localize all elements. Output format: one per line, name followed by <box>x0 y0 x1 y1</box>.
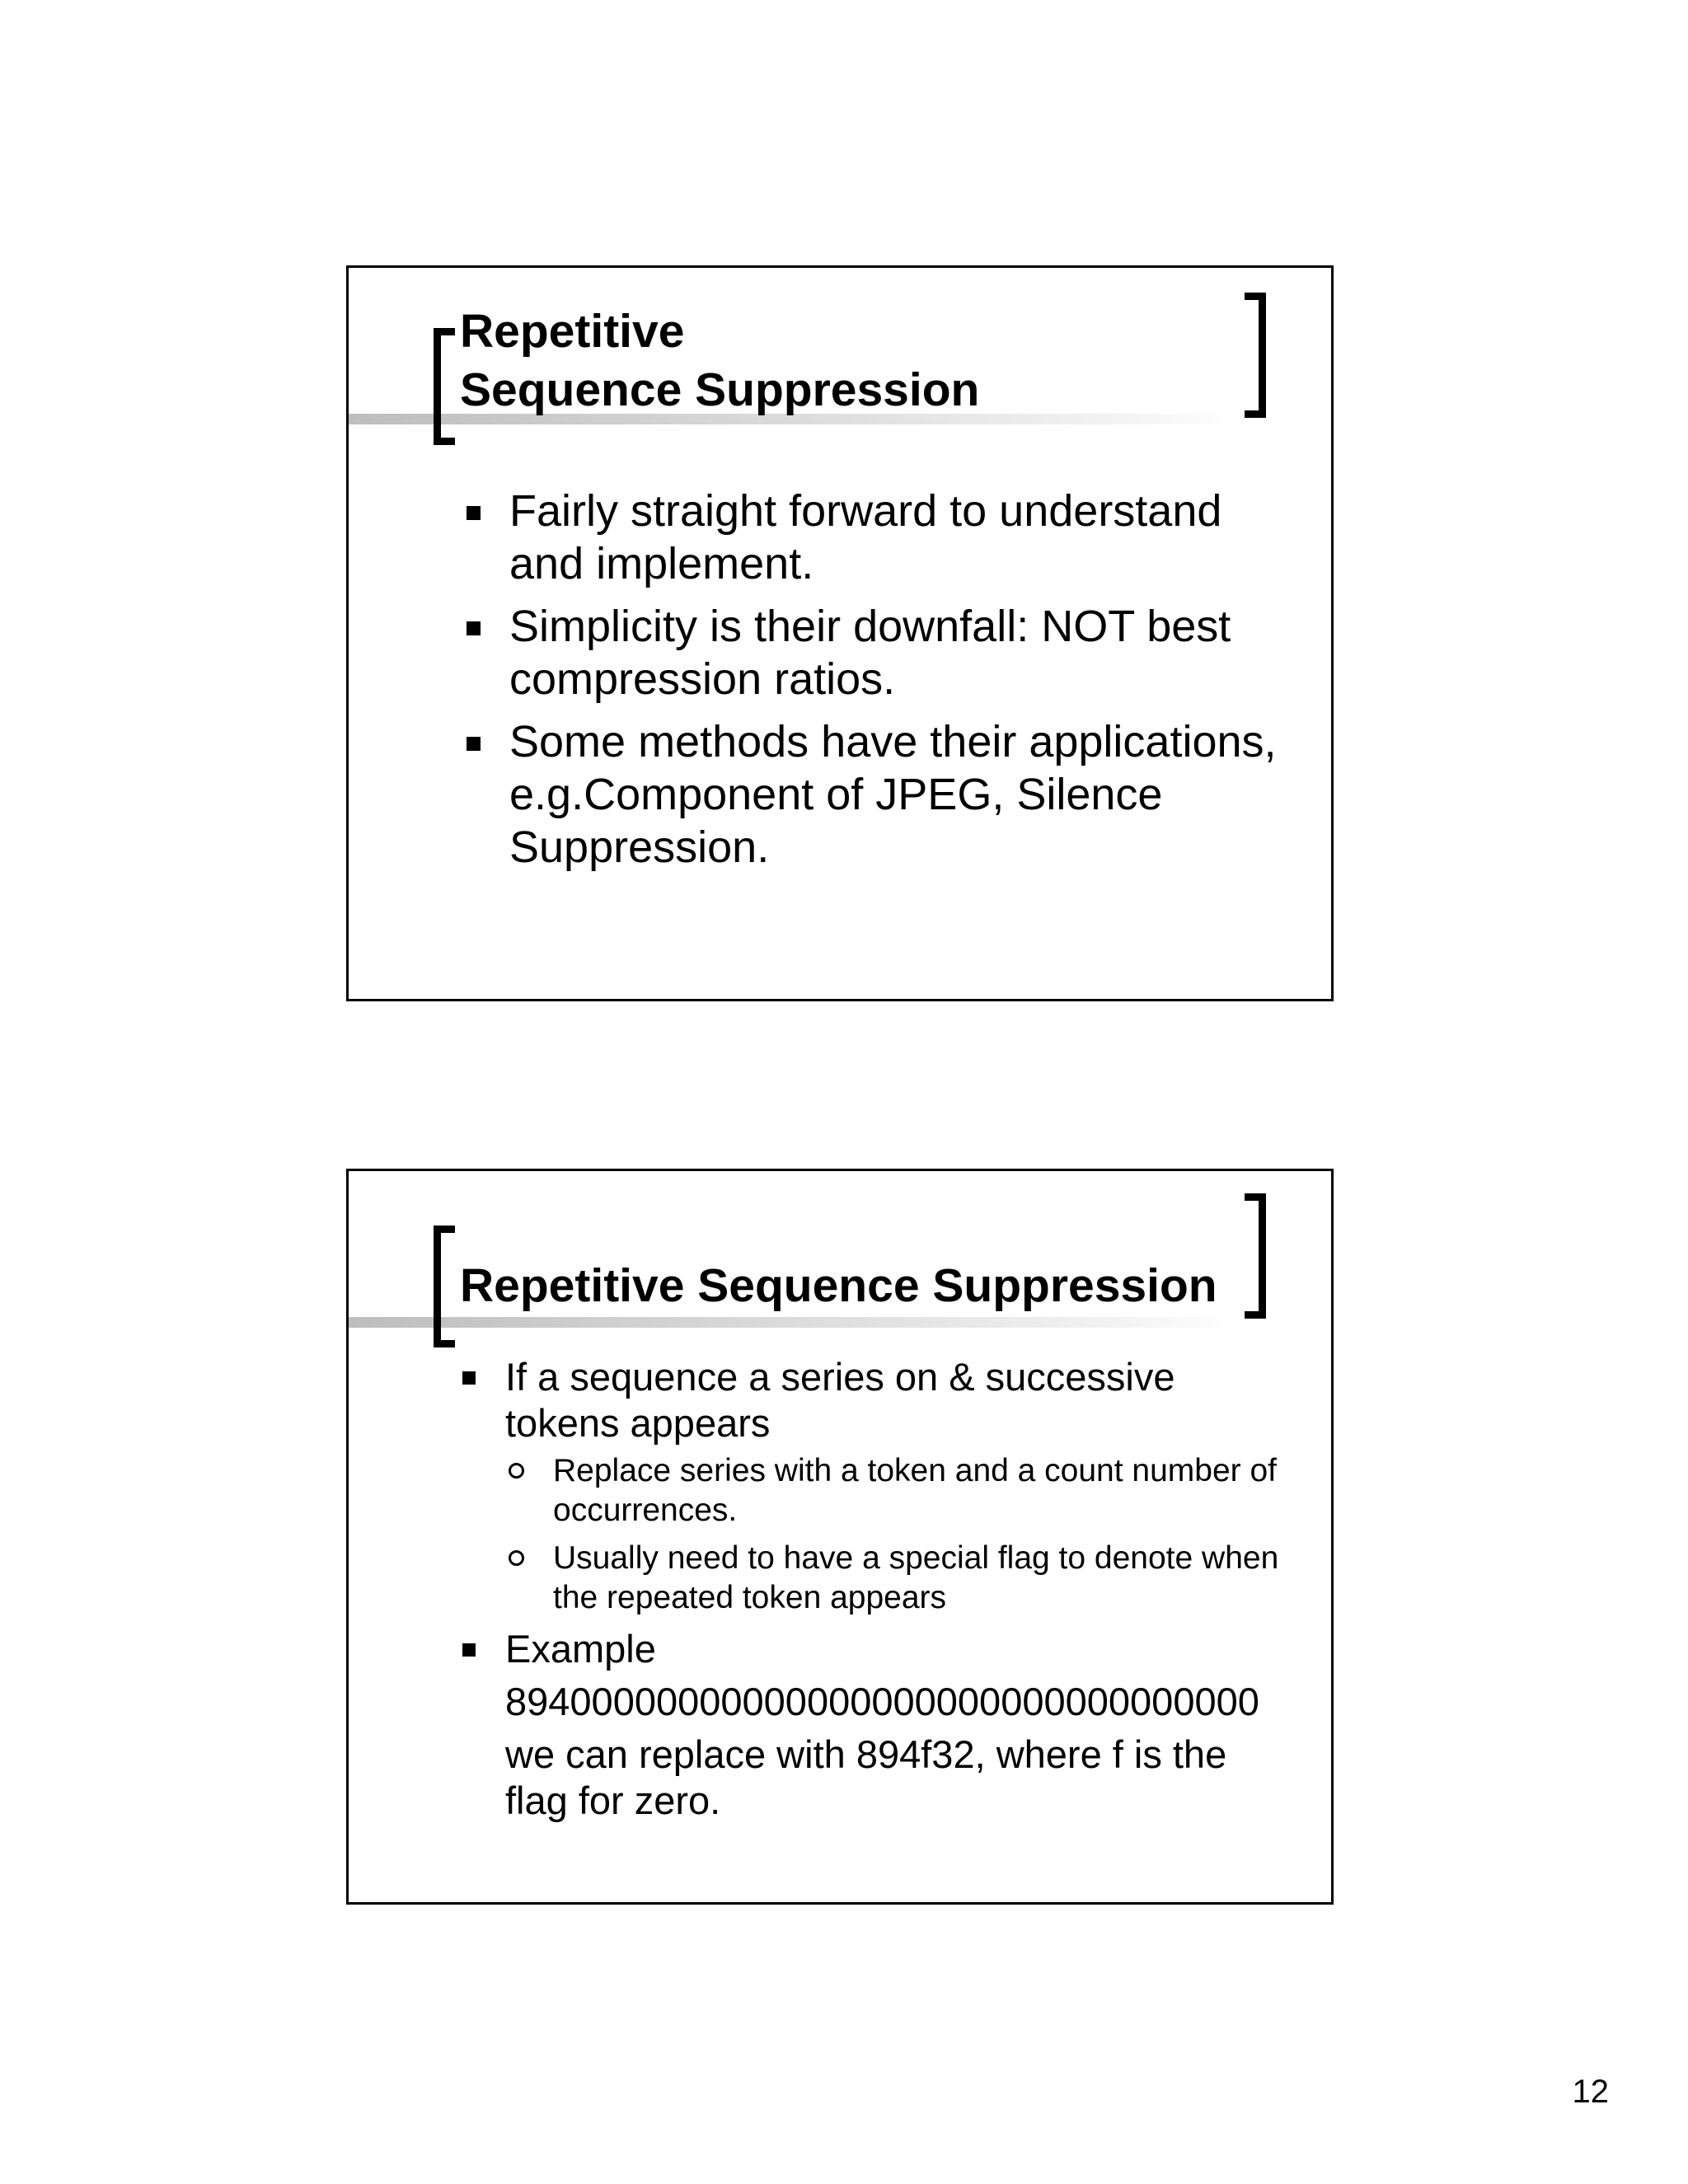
square-bullet-icon <box>467 506 481 520</box>
square-bullet-icon <box>462 1643 476 1657</box>
slide-title-line-1: Repetitive <box>460 305 685 358</box>
circle-bullet-icon <box>509 1463 524 1479</box>
example-explanation: we can replace with 894f32, where f is the flag for zero. <box>505 1732 1227 1822</box>
circle-bullet-icon <box>509 1550 524 1566</box>
square-bullet-icon <box>467 621 481 635</box>
bullet-text: Some methods have their applications, e.g.Component of JPEG, Silence Suppression. <box>509 717 1277 872</box>
bullet-text: Example <box>505 1627 656 1671</box>
sub-bullet-text: Usually need to have a special flag to denote when the repeated token appears <box>553 1540 1279 1615</box>
slide-title <box>460 302 979 419</box>
sub-bullet-text: Replace series with a token and a count number of occurrences. <box>553 1453 1278 1528</box>
bullet-item <box>509 485 1301 590</box>
bullet-text: If a sequence a series on & successive tokens appears <box>505 1355 1175 1445</box>
bullet-text: Simplicity is their downfall: NOT best compression ratios. <box>509 602 1231 704</box>
slide-2 <box>346 1169 1334 1905</box>
square-bullet-icon <box>467 737 481 751</box>
title-underline-bar <box>349 1317 1239 1328</box>
bullet-item <box>505 1354 1296 1618</box>
page-number: 12 <box>1572 2074 1609 2110</box>
bullet-item <box>505 1626 1296 1824</box>
slide-title: Repetitive Sequence Suppression <box>460 1259 1217 1312</box>
sub-bullet-list <box>505 1451 1296 1618</box>
example-number: 89400000000000000000000000000000000 <box>505 1680 1259 1723</box>
bullet-list <box>505 1354 1296 1824</box>
sub-bullet-item <box>553 1539 1296 1618</box>
right-bracket <box>1245 293 1266 418</box>
left-bracket <box>434 1226 455 1347</box>
right-bracket <box>1245 1193 1266 1319</box>
bullet-item <box>509 600 1301 705</box>
left-bracket <box>434 328 455 445</box>
bullet-list <box>509 485 1301 883</box>
square-bullet-icon <box>462 1371 476 1385</box>
slide-1 <box>346 265 1334 1001</box>
slide-title-line-2: Sequence Suppression <box>460 363 980 416</box>
bullet-item <box>509 715 1301 874</box>
sub-bullet-item <box>553 1451 1296 1530</box>
bullet-text: Fairly straight forward to understand and implement. <box>509 486 1222 588</box>
